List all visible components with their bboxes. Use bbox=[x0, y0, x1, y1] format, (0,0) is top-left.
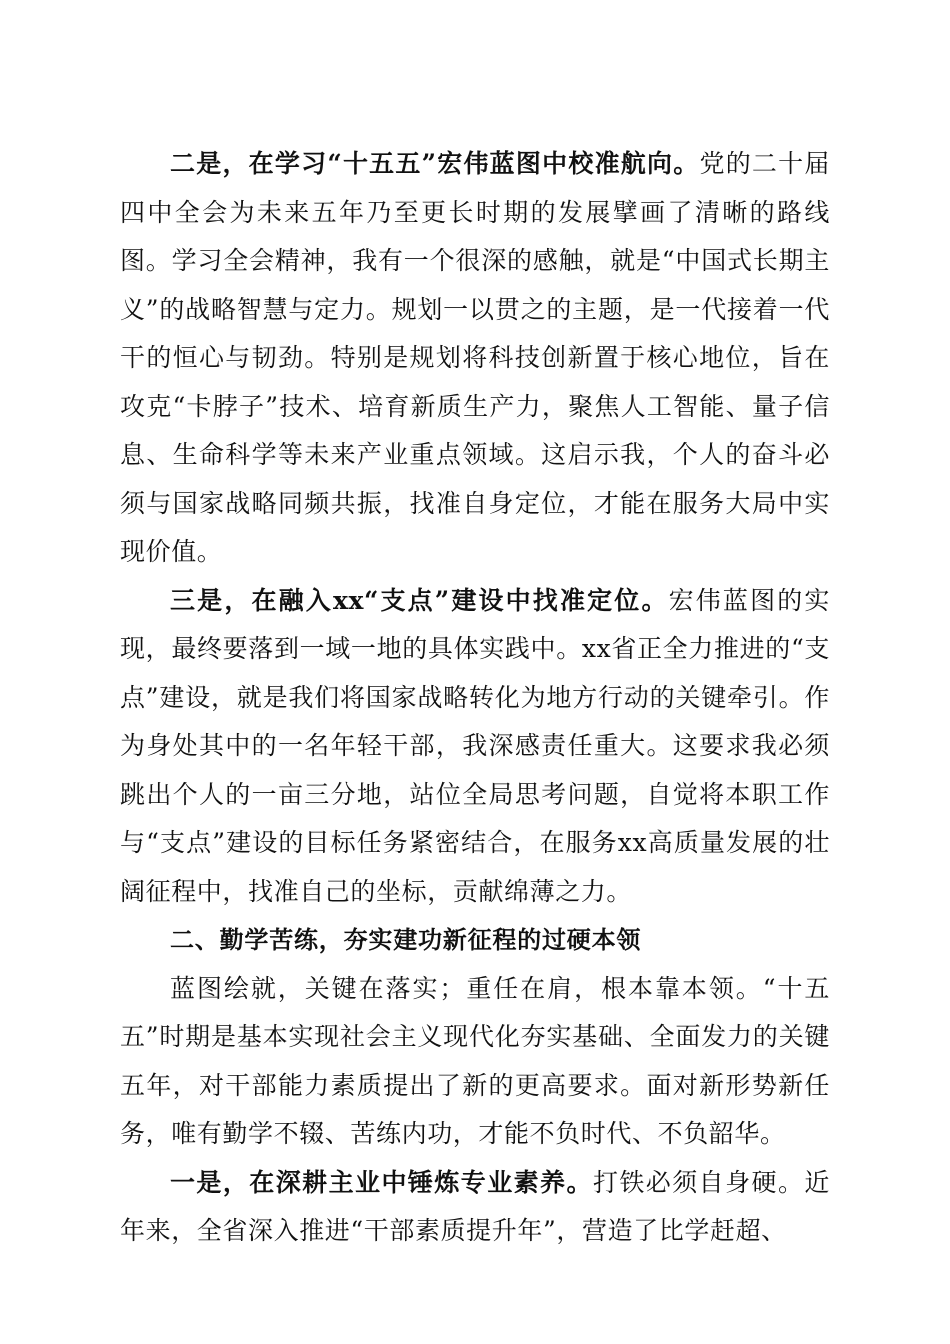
paragraph-lead: 二是，在学习“十五五”宏伟蓝图中校准航向。 bbox=[170, 149, 700, 178]
paragraph-text: 宏伟蓝图的实现，最终要落到一域一地的具体实践中。xx省正全力推进的“支点”建设，就是我们将国家战略转化为地方行动的关键牵引。作为身处其中的一名年轻干部，我深感责任重大。这要求我必须跳出个人的一亩三分地，站位全局思考问题，自觉将本职工作与“支点”建设的目标任务紧密结合，在服务xx高质量发展的壮阔征程中，找准自己的坐标，贡献绵薄之力。 bbox=[120, 585, 830, 906]
paragraph-lead: 三是，在融入xx“支点”建设中找准定位。 bbox=[170, 585, 669, 615]
paragraph-fulcrum-positioning bbox=[120, 577, 830, 917]
paragraph-text: 打铁必须自身硬。近年来，全省深入推进“干部素质提升年”，营造了比学赶超、 bbox=[120, 1167, 830, 1245]
paragraph-text: 党的二十届四中全会为未来五年乃至更长时期的发展擘画了清晰的路线图。学习全会精神，我有一个很深的感触，就是“中国式长期主义”的战略智慧与定力。规划一以贯之的主题，是一代接着一代干的恒心与韧劲。特别是规划将科技创新置于核心地位，旨在攻克“卡脖子”技术、培育新质生产力，聚焦人工智能、量子信息、生命科学等未来产业重点领域。这启示我，个人的奋斗必须与国家战略同频共振，找准自身定位，才能在服务大局中实现价值。 bbox=[120, 149, 830, 566]
document-body bbox=[120, 140, 830, 1256]
section-heading: 二、勤学苦练，夯实建功新征程的过硬本领 bbox=[170, 926, 642, 954]
paragraph-lead: 一是，在深耕主业中锤炼专业素养。 bbox=[170, 1167, 593, 1197]
paragraph-professional-skills bbox=[120, 1159, 830, 1256]
section-intro-paragraph: 蓝图绘就，关键在落实；重任在肩，根本靠本领。“十五五”时期是基本实现社会主义现代化夯实基础、全面发力的关键五年，对干部能力素质提出了新的更高要求。面对新形势新任务，唯有勤学不辍、苦练内功，才能不负时代、不负韶华。 bbox=[120, 973, 830, 1148]
paragraph-study-blueprint bbox=[120, 140, 830, 577]
